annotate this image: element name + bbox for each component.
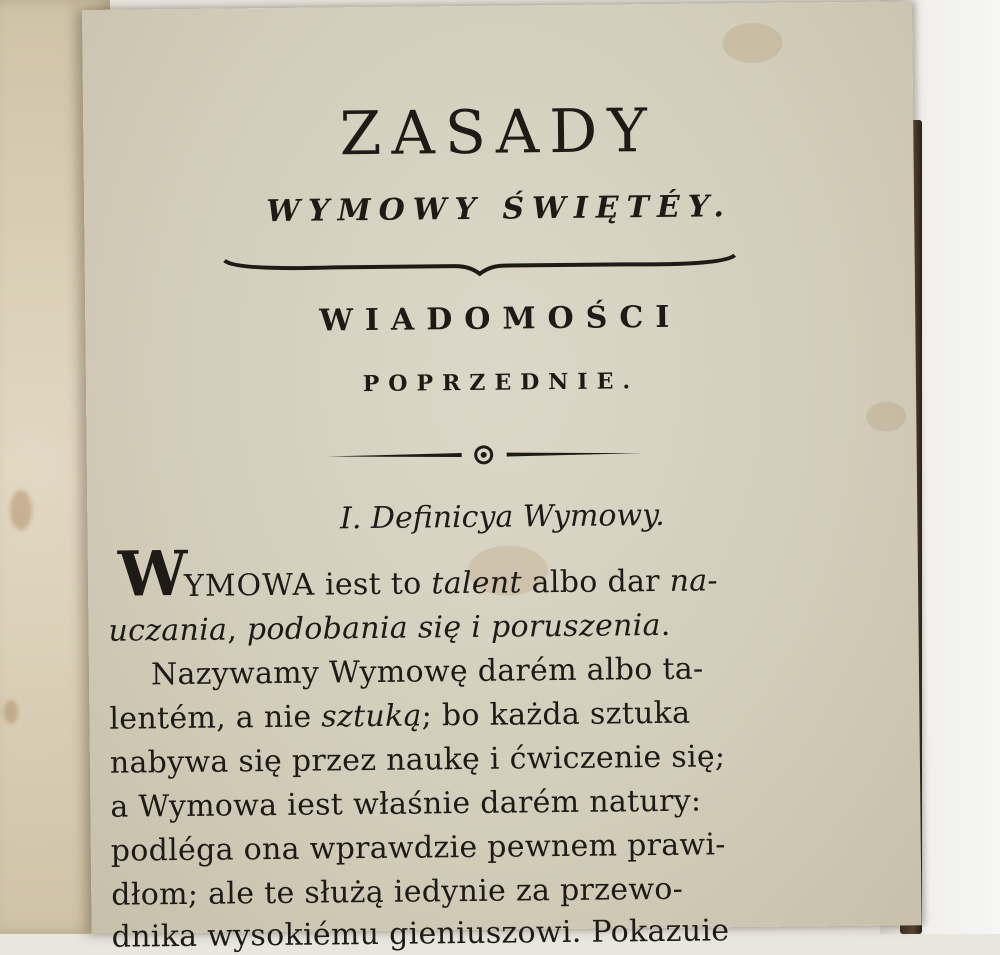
text-line (109, 696, 690, 737)
text-segment: albo dar (521, 563, 670, 601)
text-line: dnika wysokiému gieniuszowi. Pokazuie (111, 913, 730, 955)
text-line: Nazywamy Wymowę darém albo ta- (150, 651, 704, 693)
ornamental-rule (85, 247, 915, 286)
italic-segment: talent (431, 565, 523, 602)
foxing-spot (866, 401, 906, 431)
italic-segment: na- (669, 563, 719, 599)
book-page (82, 1, 922, 955)
italic-segment: uczania (108, 612, 228, 649)
definition-heading: I. Definicya Wymowy. (339, 497, 665, 537)
drop-cap: W (117, 536, 188, 611)
section-heading-primary: WIADOMOŚCI (319, 299, 682, 339)
text-line: a Wymowa iest właśnie darém natury: (110, 783, 702, 825)
italic-segment: sztuką (321, 698, 422, 735)
text-line (184, 563, 718, 604)
section-heading-secondary: POPRZEDNIE. (362, 368, 640, 398)
ornamental-divider (87, 437, 917, 472)
text-segment: , (227, 612, 248, 648)
text-line: nabywa się przez naukę i ćwiczenie się; (109, 739, 726, 781)
stain-spot (4, 700, 18, 724)
text-line (108, 608, 670, 649)
text-segment: iest to (314, 566, 432, 603)
foxing-spot (722, 23, 782, 64)
italic-segment: podobania się i poruszenia (246, 607, 661, 648)
text-segment: YMOWA (183, 567, 316, 604)
text-segment: ; bo każda sztuka (421, 695, 691, 734)
page-subtitle: WYMOWY ŚWIĘTÉY. (266, 189, 732, 230)
text-line: podléga ona wprawdzie pewnem prawi- (110, 827, 726, 869)
text-segment: lentém, a nie (109, 699, 322, 737)
page-title: ZASADY (339, 95, 658, 170)
text-line: dłom; ale te służą iedynie za przewo- (111, 871, 684, 913)
stain-spot (10, 490, 32, 530)
text-segment: . (660, 607, 671, 643)
